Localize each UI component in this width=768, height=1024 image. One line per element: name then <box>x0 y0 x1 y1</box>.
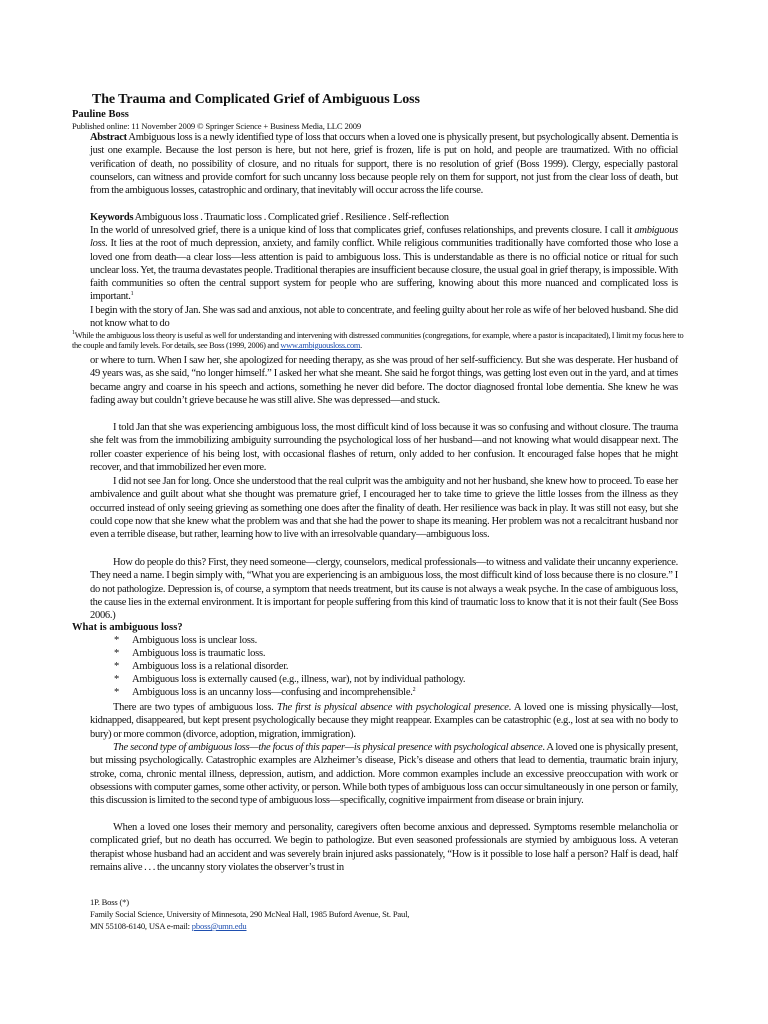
paragraph-told-jan <box>90 421 678 474</box>
footnote-text: While the ambiguous loss theory is useful as well for understanding and intervening with distressed communities (congregations, for example, where a pastor is incapacitated), I limit my focus here to the couple and family levels. For details, see Boss (1999, 2006) and <box>72 331 684 350</box>
list-item <box>114 648 265 659</box>
list-item <box>114 661 288 672</box>
para7-text-b: . A loved one is physically present, but missing psychologically. Catastrophic examples are Alzheimer’s disease, Pick’s disease and others that lead to dementia, traumatic brain injury, stroke, coma, chronic mental illness, depression, autism, and addiction. More common examples include an excessive preoccupation with work or obsessions with computer games, some other activity, or person. While both types of ambiguous loss can occur simultaneously in one person or family, this discussion is limited to the second type of ambiguous loss—specifically, cognitive impairment from disease or brain injury. <box>90 742 678 806</box>
para1-text-a: In the world of unresolved grief, there is a unique kind of loss that complicates grief, confuses relationships, and prevents closure. I call it <box>90 225 635 236</box>
para2-rest-text: or where to turn. When I saw her, she apologized for needing therapy, as she was proud of her self-sufficiency. But she was desperate. Her husband of 49 years was, as she said, “no longer himself.” I asked her what she meant. She said he forgot things, was getting lost even out in the yard, and at times became angry and coarse in his speech and actions, something he never did before. The doctor diagnosed frontal lobe dementia. She knew he was fading away but couldn’t grieve because he was still alive. She was depressed—and stuck. <box>90 355 678 406</box>
corr-address-2 <box>90 920 409 932</box>
footnote-ref-2: 2 <box>412 687 416 693</box>
para6-text-b: . A loved one is missing physically—lost, kidnapped, disappeared, but kept present psychologically because they might reappear. Examples can be catastrophic (e.g., lost at sea with no body to bury) or more common (divorce, adoption, migration, immigration). <box>90 702 678 740</box>
paragraph-second-type <box>90 741 678 807</box>
para8-text: When a loved one loses their memory and personality, caregivers often become anxious and depressed. Symptoms resemble melancholia or complicated grief, but no death has occurred. We begin to pathologize. But even seasoned professionals are stymied by ambiguous loss. A veteran therapist whose husband had an accident and was severely brain injured asks passionately, “How is it possible to lose half a person? Half is dead, half remains alive . . . the uncanny story violates the observer’s trust in <box>90 822 678 873</box>
bullet-text: Ambiguous loss is an uncanny loss—confusing and incomprehensible. <box>132 687 413 698</box>
author-name: Pauline Boss <box>72 109 129 120</box>
paragraph-how-do-people <box>90 556 678 622</box>
footnote-mark: 1 <box>72 330 75 336</box>
section-heading: What is ambiguous loss? <box>72 622 183 633</box>
para6-text-a: There are two types of ambiguous loss. <box>113 702 277 713</box>
corr-address-text: MN 55108-6140, USA e-mail: <box>90 921 192 931</box>
article-title: The Trauma and Complicated Grief of Ambiguous Loss <box>92 92 420 107</box>
corr-author: 1P. Boss (*) <box>90 897 129 907</box>
paragraph-memory-loss <box>90 821 678 874</box>
bullet-star: * <box>114 687 119 698</box>
para4-text: I did not see Jan for long. Once she understood that the real culprit was the ambiguity and not her husband, she knew how to proceed. To ease her ambivalence and guilt about what she thought was premature grief, I encouraged her to take time to grieve the little losses from the illness as they occurred instead of only seeing grieving as something one does after the finality of death. Her resilience was back in play. It was still not easy, but she could cope now that she knew what the problem was and that she had the power to shape its meaning. Her problem was not a recalcitrant husband nor even a terrible disease, but rather, learning how to live with an irresolvable quandary—ambiguous loss. <box>90 476 678 540</box>
corr-address: Family Social Science, University of Minnesota, 290 McNeal Hall, 1985 Buford Avenue, St. Paul, <box>90 909 410 919</box>
bullet-text: Ambiguous loss is a relational disorder. <box>132 661 289 672</box>
para7-emphasis: The second type of ambiguous loss—the focus of this paper—is physical presence with psychological absence <box>113 742 543 753</box>
para6-emphasis: The first is physical absence with psychological presence <box>276 702 509 713</box>
footnote-end: . <box>360 341 362 350</box>
paragraph-intro <box>90 224 678 304</box>
bullet-star: * <box>114 635 119 646</box>
bullet-star: * <box>114 674 119 685</box>
abstract <box>90 131 678 197</box>
list-item <box>114 674 465 685</box>
para2-top-text: I begin with the story of Jan. She was sad and anxious, not able to concentrate, and feeling guilty about her role as wife of her beloved husband. She did not know what to do <box>90 305 678 330</box>
footnote-ref-1: 1 <box>130 291 134 298</box>
paragraph-jan-continued <box>90 354 678 407</box>
paragraph-jan-start <box>90 304 678 331</box>
footnote-1 <box>72 331 692 351</box>
email-link[interactable]: pboss@umn.edu <box>191 921 247 931</box>
publication-info: Published online: 11 November 2009 © Springer Science + Business Media, LLC 2009 <box>72 121 362 131</box>
para5-text: How do people do this? First, they need someone—clergy, counselors, medical professionals—to witness and validate their uncanny experience. They need a name. I begin simply with, “What you are experiencing is an ambiguous loss, the most difficult kind of loss because there is no closure.” I do not pathologize. Depression is, of course, a symptom that needs treatment, but its cause is not always a weak psyche. In the case of ambiguous loss, the cause lies in the external environment. It is important for people suffering from this kind of traumatic loss to know that it is not their fault (See Boss 2006.) <box>90 557 678 621</box>
para3-text: I told Jan that she was experiencing ambiguous loss, the most difficult kind of loss because it was so confusing and without closure. The trauma she felt was from the immobilizing ambiguity surrounding the psychological loss of her husband—and not knowing what would disappear next. The roller coaster experience of his being lost, with occasional flashes of return, only added to her confusion. It encouraged false hopes that he might recover, and that immobilized her even more. <box>90 422 678 473</box>
keywords <box>90 211 678 224</box>
abstract-text: Ambiguous loss is a newly identified type of loss that occurs when a loved one is physically present, but psychologically absent. Dementia is just one example. Because the lost person is here, but not here, grief is frozen, life is put on hold, and people are traumatized. With no official verification of death, no possibility of closure, and no rituals for support, there is no resolution of grief (Boss 1999). Clergy, especially pastoral counselors, can witness and provide comfort for such uncanny loss because people rely on them for support, not just from the clear loss of death, but from the ambiguous losses, catastrophic and ordinary, that inevitably will occur across the life course. <box>90 132 678 196</box>
keywords-text: Ambiguous loss . Traumatic loss . Complicated grief . Resilience . Self-reflection <box>133 212 449 223</box>
bullet-star: * <box>114 648 119 659</box>
bullet-text: Ambiguous loss is externally caused (e.g., illness, war), not by individual pathology. <box>132 674 466 685</box>
abstract-label: Abstract <box>90 132 127 143</box>
bullet-star: * <box>114 661 119 672</box>
paragraph-did-not-see <box>90 475 678 541</box>
list-item <box>114 687 415 698</box>
keywords-label: Keywords <box>90 212 134 223</box>
para1-emphasis: ambiguous loss. <box>90 225 678 250</box>
para1-text-b: It lies at the root of much depression, anxiety, and family conflict. While religious communities traditionally have comforted those who lose a loved one from death—a clear loss—less attention is paid to ambiguous loss. This is understandable as there is no official notice or ritual for such unclear loss. Yet, the trauma devastates people. Traditional therapies are insufficient because closure, the usual goal in grief therapy, is impossible. With faith communities so often the central support system for people who are suffering, knowing about this more nuanced and complicated loss is important. <box>90 238 678 303</box>
bullet-text: Ambiguous loss is traumatic loss. <box>132 648 266 659</box>
bullet-text: Ambiguous loss is unclear loss. <box>132 635 257 646</box>
list-item <box>114 635 257 646</box>
footnote-link[interactable]: www.ambiguousloss.com <box>280 341 361 350</box>
paragraph-two-types <box>90 701 678 741</box>
correspondence <box>90 896 409 932</box>
